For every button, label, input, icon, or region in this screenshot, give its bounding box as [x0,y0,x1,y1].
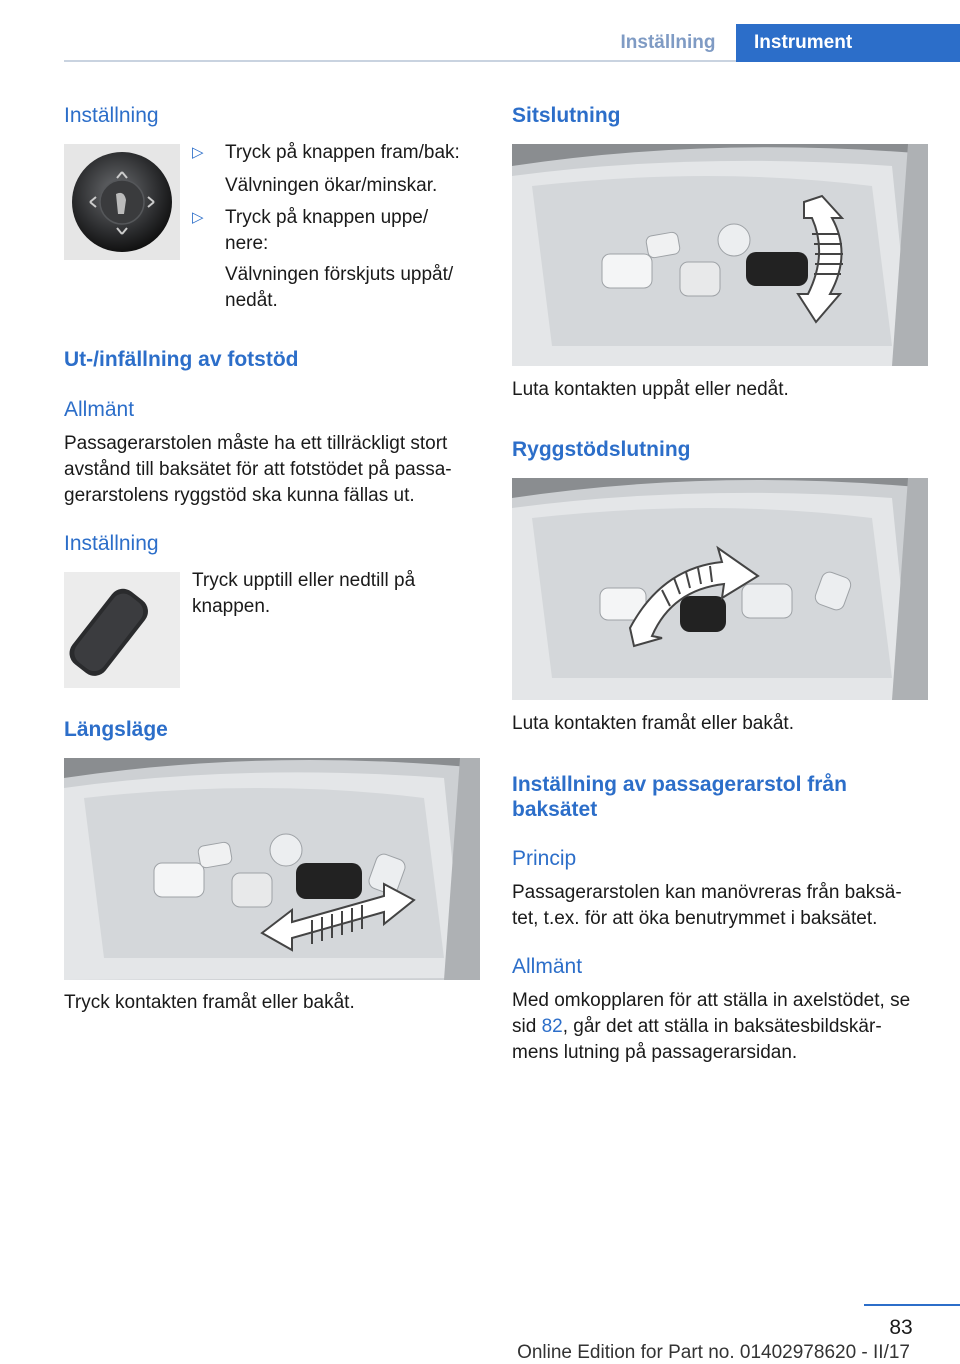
seat-tilt-heading: Sitslutning [512,104,621,127]
footrest-setting-text: Tryck upptill eller nedtill på knappen. [192,570,416,617]
edition-note: Online Edition for Part no. 01402978620 - II/17 [517,1342,910,1363]
principle-heading: Princip [512,847,577,870]
footrest-heading: Ut-/infällning av fotstöd [64,348,299,371]
bullet-triangle-icon: ▷ [192,209,204,226]
backrest-switch-image [512,478,928,700]
footrest-general-text: Passagerarstolen måste ha ett tillräckligt stort avstånd till baksätet för att fotstödet på passa-gerarstolens ryggstöd ska kunna fällas ut. [64,433,452,506]
bullet-triangle-icon: ▷ [192,144,204,161]
longitudinal-caption: Tryck kontakten framåt eller bakåt. [64,992,355,1013]
footrest-setting-heading: Inställning [64,532,159,555]
header-section-tab[interactable]: Inställning [620,32,716,53]
lumbar-knob-image [64,144,180,260]
seat-tilt-switch-image [512,144,928,366]
footrest-general-heading: Allmänt [64,398,135,421]
longitudinal-heading: Längsläge [64,718,168,741]
longitudinal-seat-switch-image [64,758,480,980]
backrest-caption: Luta kontakten framåt eller bakåt. [512,713,794,734]
backrest-heading: Ryggstödslutning [512,438,691,461]
footer-rule [864,1304,960,1306]
seat-tilt-caption: Luta kontakten uppåt eller nedåt. [512,379,789,400]
rear-general-heading: Allmänt [512,955,583,978]
list-item-detail: Välvningen förskjuts uppåt/ nedåt. [225,264,454,311]
list-item-detail: Välvningen ökar/minskar. [225,175,438,196]
principle-text: Passagerarstolen kan manövreras från baksä-tet, t.ex. för att öka benutrymmet i baksätet. [512,882,902,929]
rear-adjust-heading: Inställning av passagerarstol från baksätet [512,773,847,821]
footrest-button-image [64,572,180,688]
lumbar-setting-heading: Inställning [64,104,159,127]
header-chapter-tab[interactable]: Instrument [736,24,960,62]
page-number: 83 [889,1316,913,1339]
page-link[interactable]: 82 [541,1016,563,1037]
rear-general-text: Med omkopplaren för att ställa in axelstödet, se sid 82, går det att ställa in baksätesbildskär-mens lutning på passagerarsidan. [512,990,911,1063]
list-item: ▷ Tryck på knappen uppe/ nere: [192,207,429,254]
